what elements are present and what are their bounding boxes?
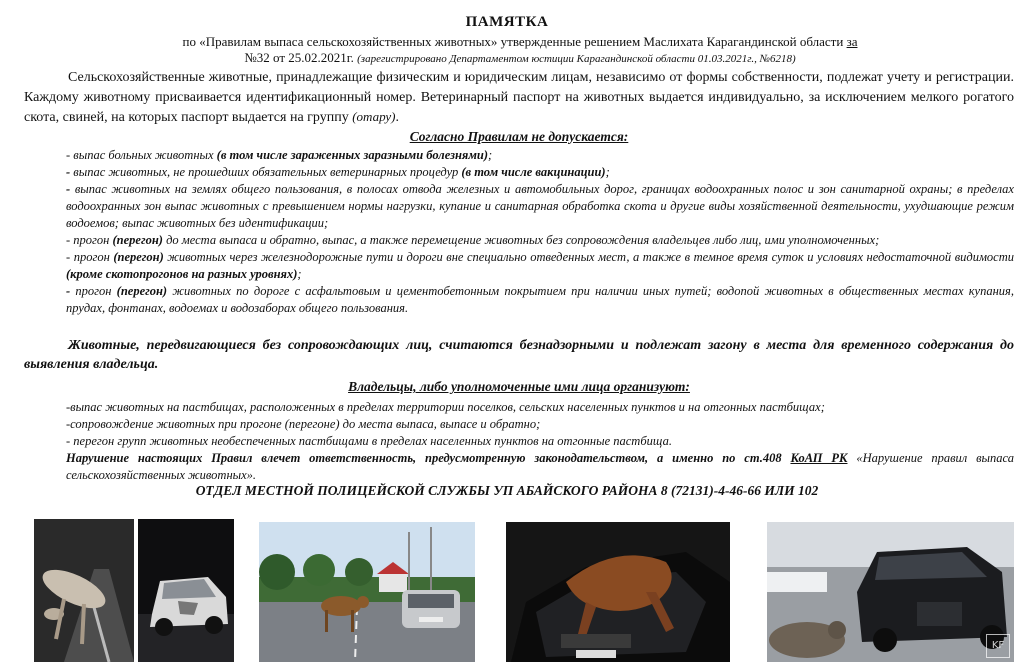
rule-item <box>24 147 1014 164</box>
heading-owners: Владельцы, либо уполномоченные ими лица организуют: <box>348 379 690 394</box>
photo-horse-on-car <box>506 522 730 662</box>
rule-text: прогон <box>73 233 113 247</box>
heading-not-allowed: Согласно Правилам не допускается: <box>409 128 629 144</box>
rules-list <box>24 147 1014 317</box>
rule-tail: ; <box>488 148 493 162</box>
rule-bold: (перегон) <box>112 233 163 247</box>
subtitle-underlined: за <box>846 34 858 49</box>
rule-item <box>24 283 1014 317</box>
intro-paragraph <box>24 68 1014 146</box>
rule-item <box>24 232 1014 249</box>
owner-item: - перегон групп животных необеспеченных пастбищами в пределах населенных пунктов на отгонные пастбища. <box>66 434 672 448</box>
rule-text: прогон <box>75 284 117 298</box>
photo-suv-accident <box>767 522 1014 662</box>
rule-item <box>24 181 1014 232</box>
kf-watermark-logo: KF <box>986 634 1010 658</box>
owners-section <box>24 378 1014 484</box>
rule-bold-end: (кроме скотопрогонов на разных уровнях) <box>66 267 298 281</box>
memo-title: ПАМЯТКА <box>465 14 549 30</box>
rule-tail: ; <box>605 165 610 179</box>
rule-bold: (перегон) <box>113 250 164 264</box>
memo-subtitle <box>60 34 980 67</box>
police-contact-footer: ОТДЕЛ МЕСТНОЙ ПОЛИЦЕЙСКОЙ СЛУЖБЫ УП АБАЙСКОГО РАЙОНА 8 (72131)-4-46-66 ИЛИ 102 <box>195 483 819 498</box>
subtitle-text: по «Правилам выпаса сельскохозяйственных животных» утвержденные решением Маслихата Карагандинской области <box>182 34 847 49</box>
rule-dash: - <box>66 148 74 162</box>
rule-tail: животных по дороге с асфальтовым и цементобетонным покрытием при наличии иных путей; водопой животных в общественных местах купания, прудах, фонтанах, водоемах и водозаборах общего пользования. <box>66 284 1014 315</box>
warning-text: Животные, передвигающиеся без сопровождающих лиц, считаются безнадзорными и подлежат загону в места для временного содержания до выявления владельца. <box>24 338 1014 372</box>
stray-animals-warning <box>24 336 1014 374</box>
rule-text: выпас больных животных <box>73 148 217 162</box>
rule-end: ; <box>297 267 302 281</box>
owner-item: -выпас животных на пастбищах, расположенных в пределах территории поселков, сельских населенных пунктов и на отгонных пастбищах; <box>66 400 825 414</box>
subtitle-registration: (зарегистрировано Департаментом юстиции Карагандинской области 01.03.2021г., №6218) <box>357 53 796 65</box>
rule-dash: - <box>66 250 74 264</box>
photo-night-animal-road <box>34 519 134 662</box>
intro-italic: (отару) <box>352 109 396 124</box>
owner-item: -сопровождение животных при прогоне (перегоне) до места выпаса, выпасе и обратно; <box>66 417 541 431</box>
rule-text: прогон <box>73 250 114 264</box>
violation-note <box>24 450 1014 484</box>
rule-bold: (в том числе вакцинации) <box>461 165 606 179</box>
rule-dash: - <box>66 284 76 298</box>
rule-text: выпас животных, не прошедших обязательных ветеринарных процедур <box>73 165 462 179</box>
rule-item <box>24 249 1014 283</box>
rule-bold: (перегон) <box>116 284 168 298</box>
photo-cows-on-road <box>259 522 475 662</box>
subtitle-number: №32 от 25.02.2021г. <box>244 50 358 65</box>
rule-dash: - <box>66 182 75 196</box>
rule-dash: - <box>66 233 74 247</box>
rule-tail: до места выпаса и обратно, выпас, а также перемещение животных без сопровождения владельцев либо лиц, ими уполномоченных; <box>162 233 880 247</box>
rule-dash: - <box>66 165 74 179</box>
violation-bold: Нарушение настоящих Правил влечет ответственность, предусмотренную законодательством, а именно по ст.408 <box>66 451 791 465</box>
rule-bold: (в том числе зараженных заразными болезнями) <box>216 148 489 162</box>
violation-rest: «Нарушение правил выпаса сельскохозяйственных животных». <box>66 451 1014 482</box>
photo-night-damaged-car <box>138 519 234 662</box>
rule-text: выпас животных на землях общего пользования, в полосах отвода железных и автомобильных дорог, границах водоохранных полос и зон санитарной охраны; в пределах водоохранных зон выпас животных с превышением нормы нагрузки, купание и санитарная обработка скота и другие виды хозяйственной деятельности, ухудшающие режим водоемов; выпас животных без идентификации; <box>66 182 1014 230</box>
rule-item <box>24 164 1014 181</box>
violation-koap: КоАП РК <box>790 451 848 465</box>
intro-text: Сельскохозяйственные животные, принадлежащие физическим и юридическим лицам, независимо от формы собственности, подлежат учету и регистрации. Каждому животному присваивается идентификационный номер. Ветеринарный паспорт на животных выдается индивидуально, за исключением мелкого рогатого скота, свиней, на которых паспорт выдается на группу <box>24 70 1014 125</box>
intro-end: . <box>395 110 400 125</box>
rule-tail: животных через железнодорожные пути и дороги вне специально отведенных мест, а также в темное время суток и условиях недостаточной видимости <box>163 250 1014 264</box>
